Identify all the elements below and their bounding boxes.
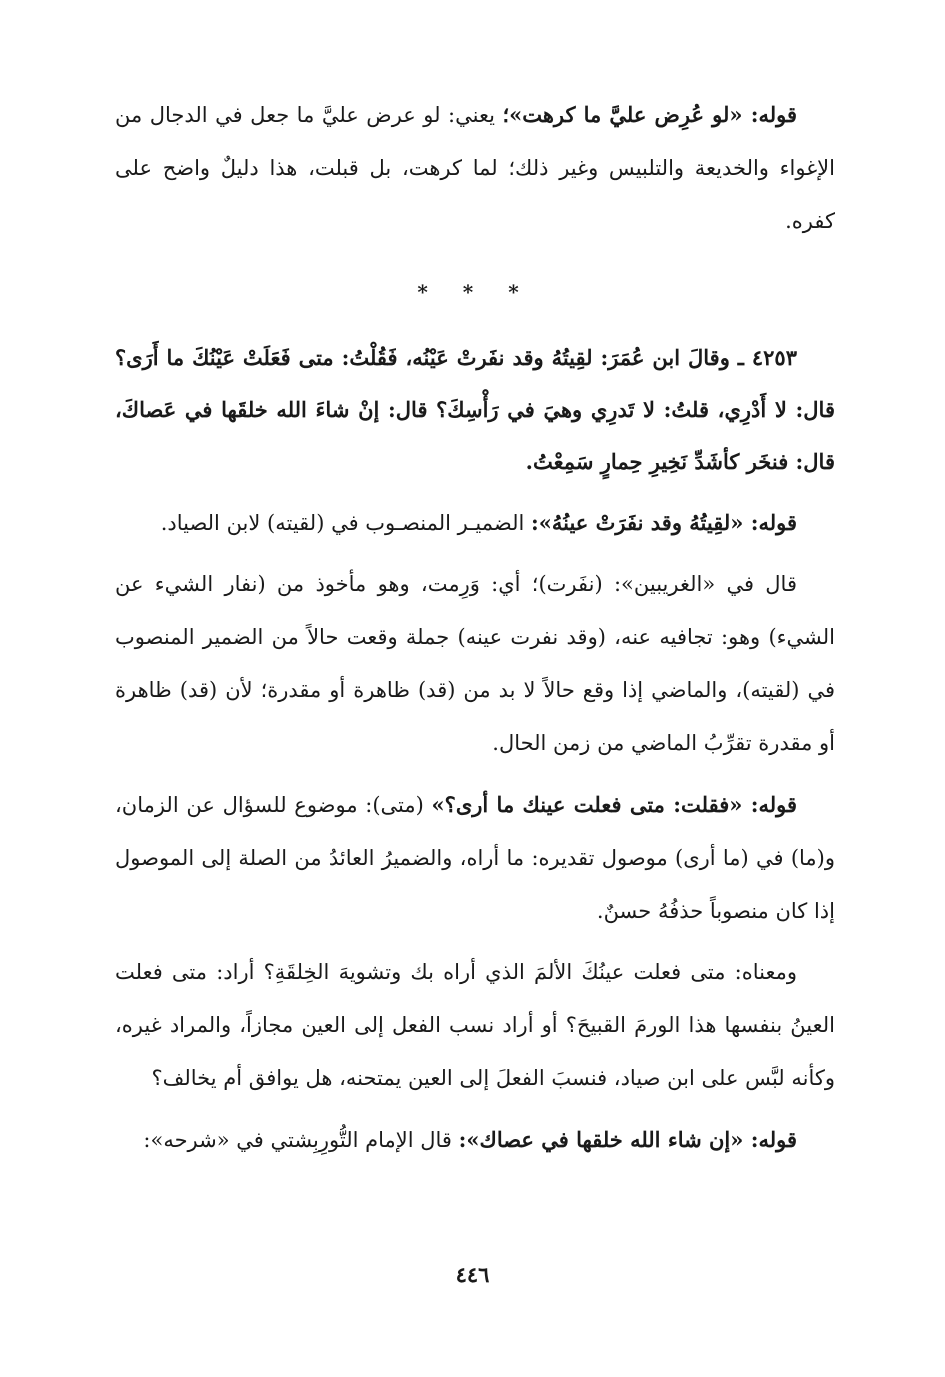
quote-lead: قوله: «إن شاء الله خلقها في عصاك»: — [458, 1127, 797, 1152]
paragraph-text: يعني: لو عرض عليَّ ما جعل في الدجال من الإغواء والخديعة والتلبيس وغير ذلك؛ لما كرهت، بل قبلت، هذا دليلٌ واضح على كفره. — [115, 103, 835, 233]
paragraph-text: ومعناه: متى فعلت عينُكَ الألمَ الذي أراه بك وتشويهَ الخِلقَةِ؟ أراد: متى فعلت العينُ بنفسها هذا الورمَ القبيحَ؟ أو أراد نسب الفعل إلى العين مجازاً، والمراد غيره، وكأنه لبَّس على ابن صياد، فنسبَ الفعلَ إلى العين يمتحنه، هل يوافق أم يخالف؟ — [115, 960, 835, 1090]
paragraph-text: الضميـر المنصـوب في (لقيته) لابن الصياد. — [160, 511, 531, 535]
commentary-paragraph-5 — [115, 946, 835, 1105]
commentary-paragraph-1 — [115, 88, 835, 248]
quote-lead: قوله: «لو عُرِض عليَّ ما كرهت»؛ — [502, 102, 797, 127]
commentary-paragraph-6 — [115, 1113, 835, 1167]
commentary-paragraph-3 — [115, 558, 835, 770]
paragraph-text: قال الإمام التُّورِبِشتي في «شرحه»: — [143, 1128, 459, 1152]
section-separator: * * * — [417, 280, 533, 304]
page-number: ٤٤٦ — [455, 1262, 490, 1287]
hadith-text: ٤٢٥٣ ـ وقالَ ابن عُمَرَ: لقِيتُهُ وقد نفَرتْ عَيْنُه، فَقُلْتُ: متى فَعَلَتْ عَيْنُكَ ما أَرَى؟ قال: لا أَدْرِي، قلتُ: لا تَدرِي وهيَ في رَأْسِكَ؟ قال: إنْ شاءَ الله خلقَها في عَصاكَ، قال: فنخَر كأشَدِّ نَخِيرِ حِمارٍ سَمِعْتُ. — [115, 345, 835, 474]
commentary-paragraph-2 — [115, 496, 835, 550]
paragraph-text: قال في «الغريبين»: (نفَرت)؛ أي: وَرِمت، وهو مأخوذ من (نفار الشيء عن الشيء) وهو: تجافيه عنه، (وقد نفرت عينه) جملة وقعت حالاً من الضمير المنصوب في (لقيته)، والماضي إذا وقع حالاً لا بد من (قد) ظاهرة أو مقدرة؛ لأن (قد) ظاهرة أو مقدرة تقرِّبُ الماضي من زمن الحال. — [115, 572, 835, 755]
quote-lead: قوله: «فقلت: متى فعلت عينك ما أرى؟» — [431, 792, 797, 817]
quote-lead: قوله: «لقِيتُهُ وقد نفَرَتْ عينُهُ»: — [531, 510, 797, 535]
page-body — [115, 88, 835, 1167]
paragraph-text: (متى): موضوع للسؤال عن الزمان، و(ما) في (ما أرى) موصول تقديره: ما أراه، والضميرُ العائدُ من الصلة إلى الموصول إذا كان منصوباً حذفُهُ حسنٌ. — [115, 793, 835, 923]
commentary-paragraph-4 — [115, 778, 835, 938]
